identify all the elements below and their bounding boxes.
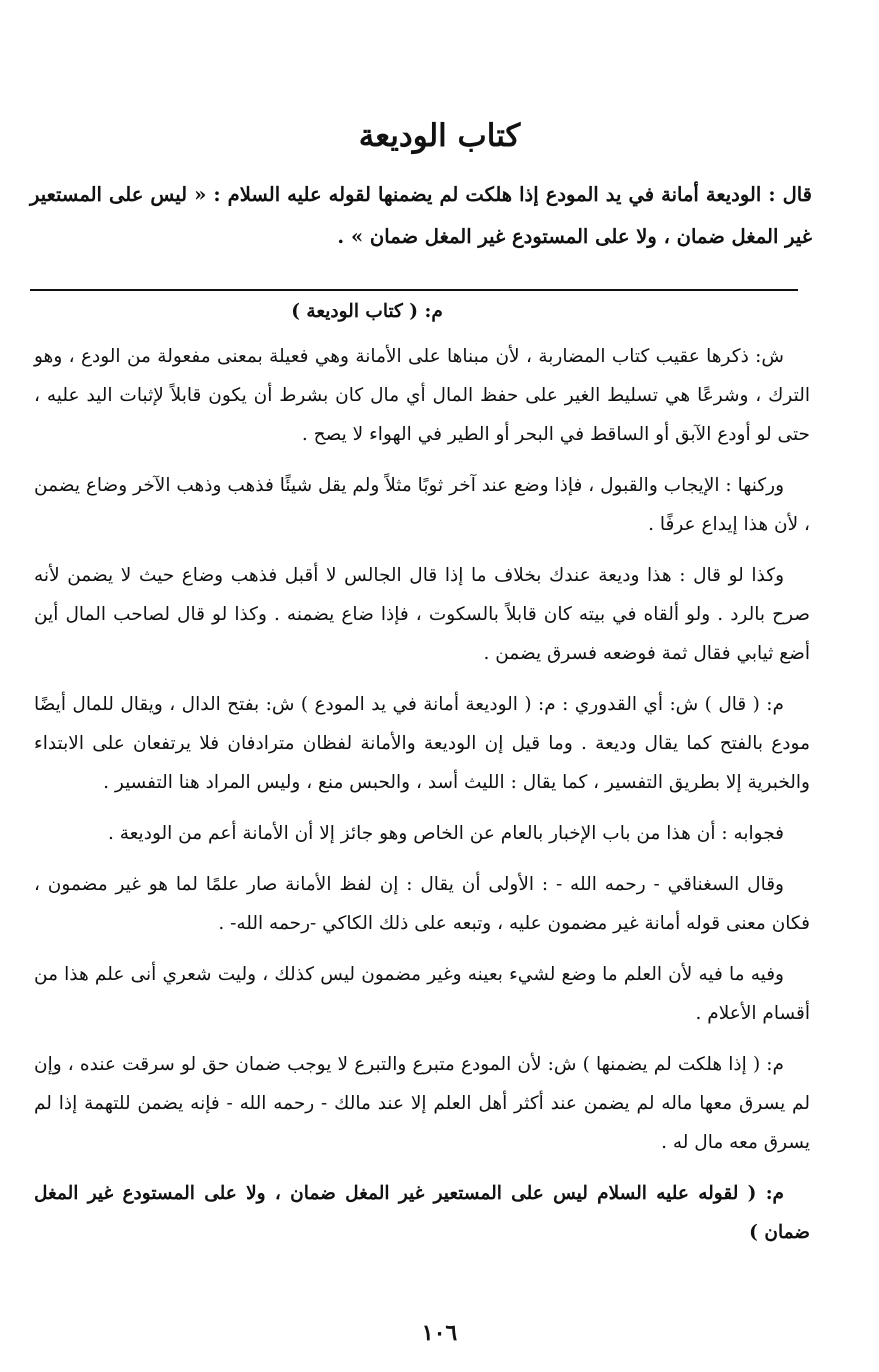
commentary-heading-text: ( كتاب الوديعة )	[291, 301, 419, 322]
commentary-heading-prefix: م:	[418, 301, 443, 322]
commentary-paragraph-5: فجوابه : أن هذا من باب الإخبار بالعام عن الخاص وهو جائز إلا أن الأمانة أعم من الوديعة .	[107, 823, 784, 844]
commentary-paragraph-7: وفيه ما فيه لأن العلم ما وضع لشيء بعينه وغير مضمون ليس كذلك ، وليت شعري أنى علم هذا من أقسام الأعلام .	[34, 964, 810, 1024]
commentary	[34, 292, 810, 1264]
commentary-heading	[34, 292, 810, 331]
commentary-paragraph-6: وقال السغناقي - رحمه الله - : الأولى أن يقال : إن لفظ الأمانة صار علمًا لما هو غير مضمون ، فكان معنى قوله أمانة غير مضمون عليه ، وتبعه على ذلك الكاكي -رحمه الله- .	[34, 874, 810, 934]
commentary-paragraph-1: ش: ذكرها عقيب كتاب المضاربة ، لأن مبناها على الأمانة وهي فعيلة بمعنى مفعولة من الودع ، وهو الترك ، وشرعًا هي تسليط الغير على حفظ المال أي مال كان بشرط أن يكون قابلاً لإثبات اليد عليه ، حتى لو أودع الآبق أو الساقط في البحر أو الطير في الهواء لا يصح .	[34, 346, 810, 445]
separator-line	[30, 289, 798, 291]
page-title: كتاب الوديعة	[358, 118, 521, 154]
commentary-paragraph-2: وركنها : الإيجاب والقبول ، فإذا وضع عند آخر ثوبًا مثلاً ولم يقل شيئًا فذهب وذهب الآخر وضاع يضمن ، لأن هذا إيداع عرفًا .	[34, 475, 810, 535]
commentary-paragraph-9: م: ( لقوله عليه السلام ليس على المستعير غير المغل ضمان ، ولا على المستودع غير المغل ضمان )	[34, 1183, 810, 1243]
commentary-paragraph-4: م: ( قال ) ش: أي القدوري : م: ( الوديعة أمانة في يد المودع ) ش: بفتح الدال ، ويقال للمال أيضًا مودع بالفتح كما يقال وديعة . وما قيل إن الوديعة والأمانة لفظان مترادفان فلا يرتفعان على الابتداء والخبرية إلا بطريق التفسير ، كما يقال : الليث أسد ، والحبس منع ، وليس المراد هنا التفسير .	[34, 694, 810, 793]
commentary-paragraph-8: م: ( إذا هلكت لم يضمنها ) ش: لأن المودع متبرع والتبرع لا يوجب ضمان حق لو سرقت عنده ، وإن لم يسرق معها ماله لم يضمن عند أكثر أهل العلم إلا عند مالك - رحمه الله - فإنه يضمن للتهمة إذا لم يسرق معه مال له .	[34, 1054, 810, 1153]
page-number: ١٠٦	[421, 1320, 458, 1346]
main-text: قال : الوديعة أمانة في يد المودع إذا هلكت لم يضمنها لقوله عليه السلام : « ليس على المستعير غير المغل ضمان ، ولا على المستودع غير المغل ضمان » .	[30, 183, 812, 248]
commentary-paragraph-3: وكذا لو قال : هذا وديعة عندك بخلاف ما إذا قال الجالس لا أقبل فذهب وضاع حيث لا يضمن لأنه صرح بالرد . ولو ألقاه في بيته كان قابلاً بالسكوت ، فإذا ضاع يضمنه . وكذا لو قال لصاحب المال أين أضع ثيابي فقال ثمة فوضعه فسرق يضمن .	[34, 565, 810, 664]
